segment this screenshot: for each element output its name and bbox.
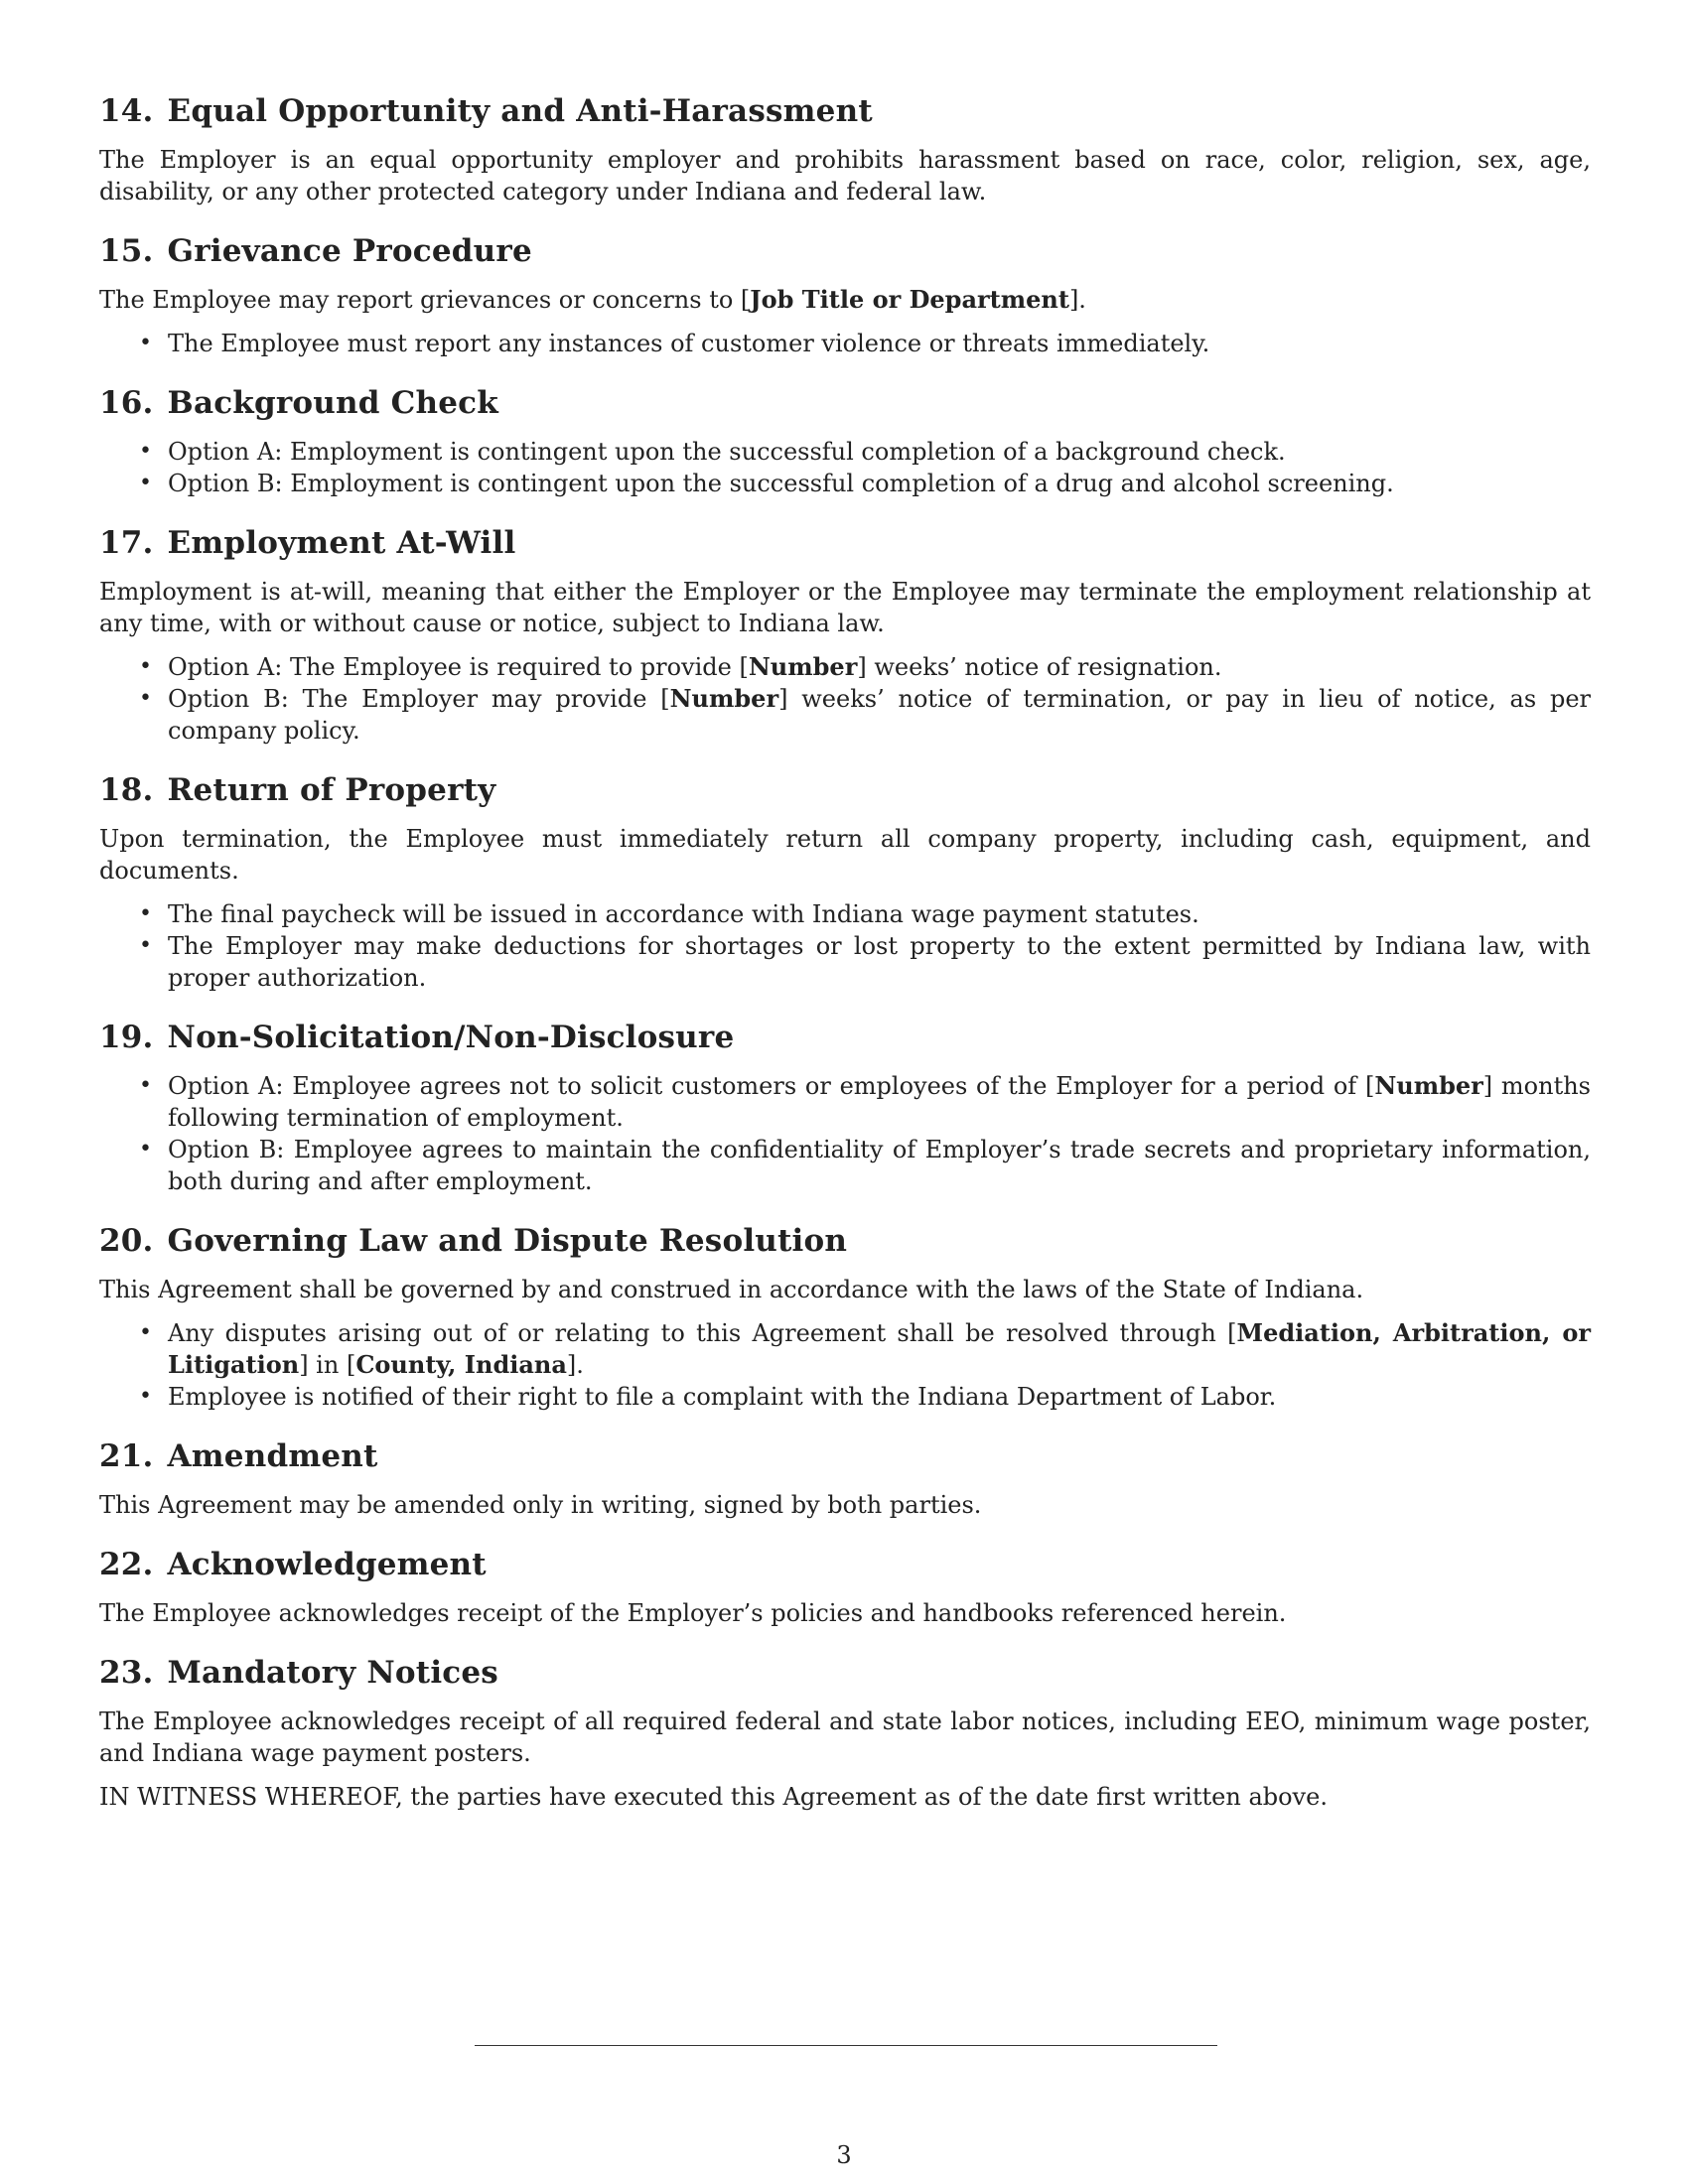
placeholder-field: Number [669, 684, 779, 713]
section-heading: 15. Grievance Procedure [99, 233, 532, 269]
section-17 [99, 523, 1591, 747]
section-23 [99, 1653, 1591, 1813]
section-heading: 20. Governing Law and Dispute Resolution [99, 1223, 848, 1259]
section-heading: 21. Amendment [99, 1438, 378, 1474]
section-heading: 18. Return of Property [99, 772, 496, 808]
paragraph: The Employee acknowledges receipt of all required federal and state labor notices, including EEO, minimum wage poster, and Indiana wage payment posters. [99, 1707, 1591, 1767]
section-heading: 23. Mandatory Notices [99, 1655, 498, 1691]
list-item: • Option B: The Employer may provide [Number] weeks’ notice of termination, or pay in lieu of notice, as per company policy. [99, 683, 1591, 747]
section-14 [99, 91, 1591, 207]
placeholder-field: Mediation, Arbitration, or Litigation [168, 1318, 1592, 1379]
section-heading: 14. Equal Opportunity and Anti-Harassment [99, 93, 873, 129]
section-15 [99, 231, 1591, 359]
list-item: • Option B: Employee agrees to maintain the confidentiality of Employer’s trade secrets and proprietary information, both during and after employment. [99, 1134, 1591, 1197]
placeholder-field: Number [748, 652, 858, 681]
section-18 [99, 770, 1591, 994]
page-number: 3 [836, 2141, 852, 2169]
list-item: • Any disputes arising out of or relating to this Agreement shall be resolved through [Mediation, Arbitration, or Litigation] in [County, Indiana]. [99, 1317, 1591, 1381]
paragraph: The Employee may report grievances or concerns to [Job Title or Department]. [99, 285, 1086, 314]
paragraph: Upon termination, the Employee must immediately return all company property, including cash, equipment, and documents. [99, 825, 1591, 885]
paragraph: The Employee acknowledges receipt of the Employer’s policies and handbooks referenced herein. [99, 1599, 1287, 1627]
placeholder-field: Job Title or Department [750, 285, 1069, 314]
placeholder-field: Number [1374, 1071, 1483, 1100]
list-item: • The Employee must report any instances of customer violence or threats immediately. [99, 328, 1591, 359]
bullet-list [99, 328, 1591, 359]
section-16 [99, 383, 1591, 499]
list-item: • The Employer may make deductions for shortages or lost property to the extent permitted by Indiana law, with proper authorization. [99, 930, 1591, 994]
section-heading: 19. Non-Solicitation/Non-Disclosure [99, 1020, 735, 1055]
witness-paragraph: IN WITNESS WHEREOF, the parties have executed this Agreement as of the date first written above. [99, 1783, 1328, 1811]
section-21 [99, 1436, 1591, 1521]
list-item: • Option A: The Employee is required to provide [Number] weeks’ notice of resignation. [99, 651, 1591, 683]
list-item: • Option A: Employee agrees not to solicit customers or employees of the Employer for a period of [Number] months following termination of employment. [99, 1070, 1591, 1134]
list-item: • Option B: Employment is contingent upon the successful completion of a drug and alcohol screening. [99, 468, 1591, 499]
paragraph: This Agreement may be amended only in writing, signed by both parties. [99, 1491, 982, 1519]
bullet-list [99, 1317, 1591, 1413]
section-heading: 22. Acknowledgement [99, 1547, 487, 1582]
section-heading: 17. Employment At-Will [99, 525, 516, 561]
section-19 [99, 1018, 1591, 1197]
paragraph: This Agreement shall be governed by and construed in accordance with the laws of the State of Indiana. [99, 1276, 1364, 1303]
section-22 [99, 1545, 1591, 1629]
list-item: • Option A: Employment is contingent upon the successful completion of a background check. [99, 436, 1591, 468]
list-item: • The final paycheck will be issued in accordance with Indiana wage payment statutes. [99, 898, 1591, 930]
signature-line [475, 2045, 1217, 2046]
list-item: • Employee is notified of their right to file a complaint with the Indiana Department of Labor. [99, 1381, 1591, 1413]
bullet-list [99, 1070, 1591, 1197]
placeholder-field: County, Indiana [355, 1350, 567, 1379]
paragraph: Employment is at-will, meaning that either the Employer or the Employee may terminate the employment relationship at any time, with or without cause or notice, subject to Indiana law. [99, 578, 1591, 637]
bullet-list [99, 898, 1591, 994]
document-page [99, 91, 1591, 1837]
section-20 [99, 1221, 1591, 1413]
section-heading: 16. Background Check [99, 385, 498, 421]
bullet-list [99, 651, 1591, 747]
bullet-list [99, 436, 1591, 499]
paragraph: The Employer is an equal opportunity employer and prohibits harassment based on race, color, religion, sex, age, disability, or any other protected category under Indiana and federal law. [99, 146, 1591, 205]
